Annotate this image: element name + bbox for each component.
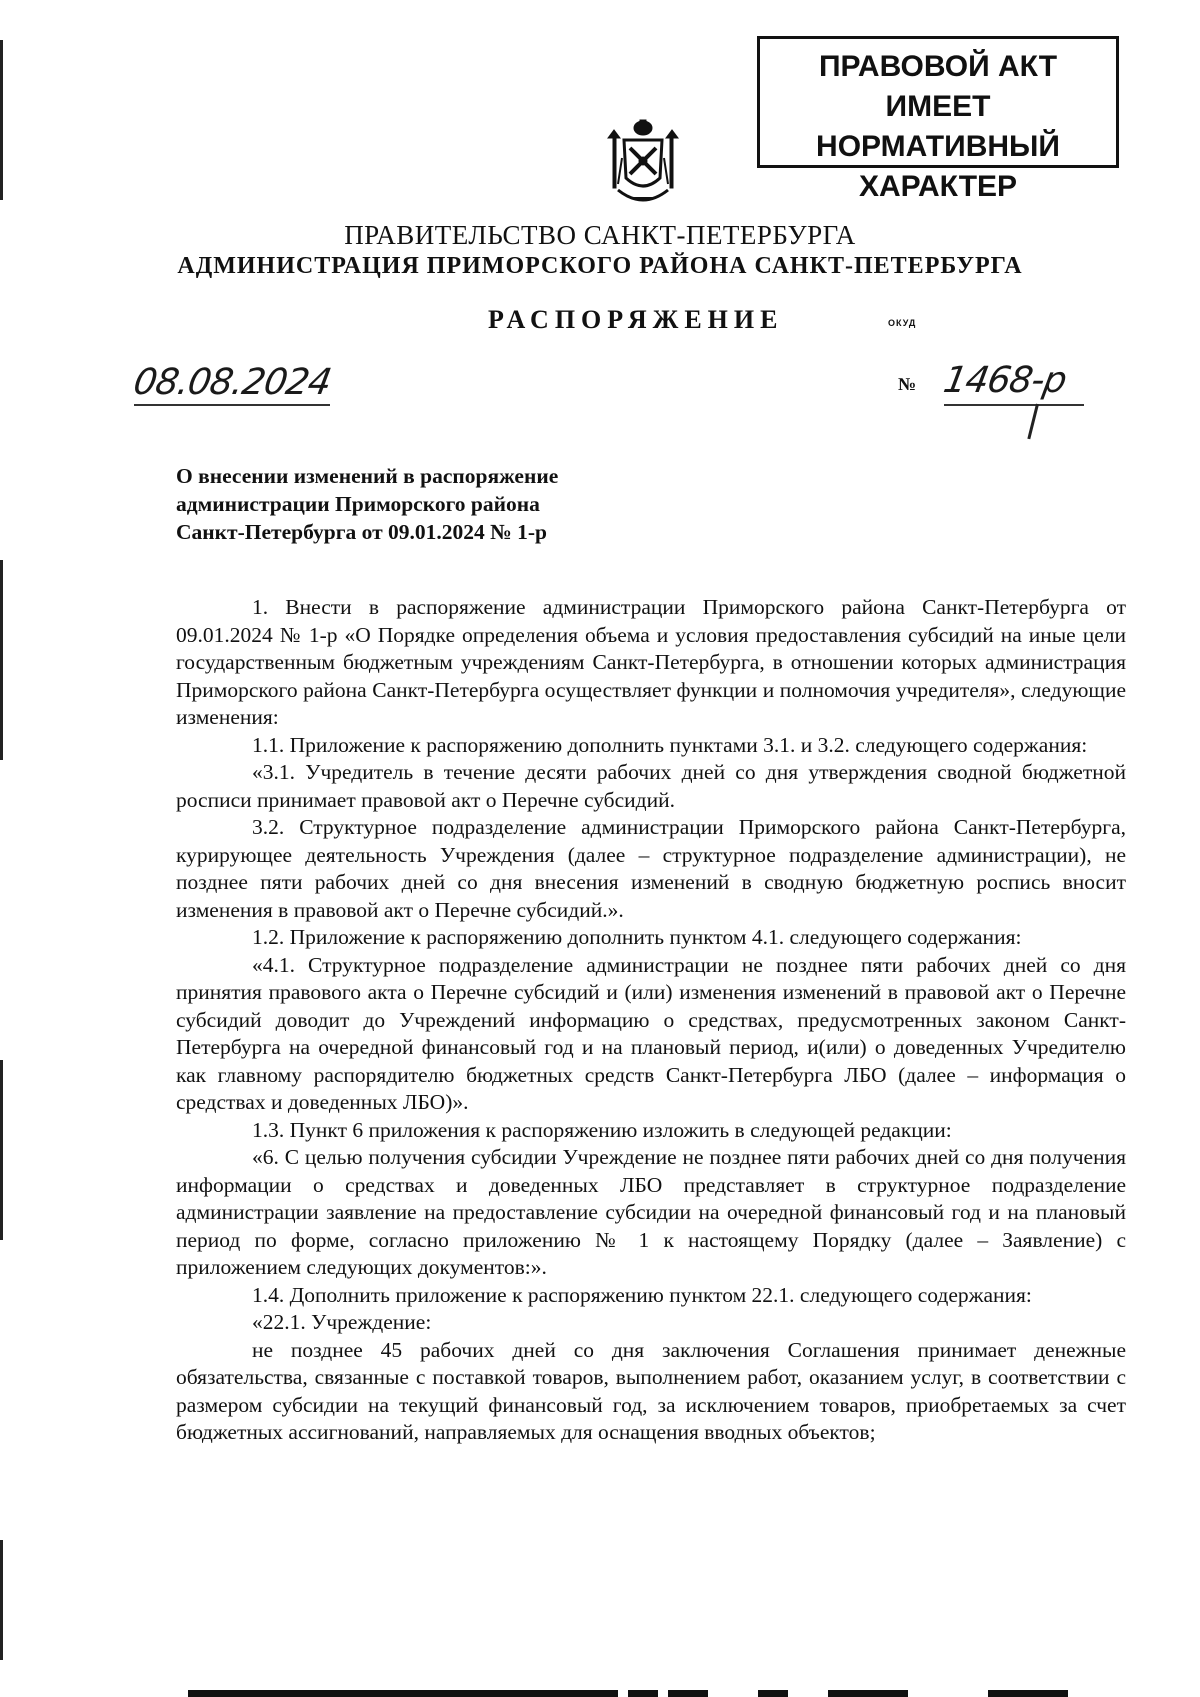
subject-line-1: О внесении изменений в распоряжение <box>176 464 559 488</box>
paragraph-3-2-quote: 3.2. Структурное подразделение администрации Приморского района Санкт-Петербурга, курирующее деятельность Учреждения (далее – структурное подразделение администрации), не позднее пяти рабочих дней со дня внесения изменений в сводную бюджетную роспись вносит изменения в правовой акт о Перечне субсидий.». <box>176 815 1126 922</box>
paragraph-1-1: 1.1. Приложение к распоряжению дополнить пунктами 3.1. и 3.2. следующего содержания: <box>252 732 1088 757</box>
document-body <box>176 594 1126 1447</box>
scan-edge-mark <box>0 40 3 200</box>
paragraph-22-1-item: не позднее 45 рабочих дней со дня заключения Соглашения принимает денежные обязательства, связанные с поставкой товаров, выполнением работ, оказанием услуг, в соответствии с размером субсидии на текущий финансовый год, за исключением товаров, приобретаемых за счет бюджетных ассигнований, направляемых для оснащения вводных объектов; <box>176 1337 1126 1444</box>
government-title: ПРАВИТЕЛЬСТВО САНКТ-ПЕТЕРБУРГА <box>344 220 856 250</box>
scan-bottom-edge <box>188 1690 1068 1697</box>
paragraph-3-1-quote: «3.1. Учредитель в течение десяти рабочих дней со дня утверждения сводной бюджетной росписи принимает правовой акт о Перечне субсидий. <box>176 760 1126 812</box>
number-label: № <box>898 374 917 394</box>
paragraph-1-3: 1.3. Пункт 6 приложения к распоряжению изложить в следующей редакции: <box>252 1117 952 1142</box>
document-date: 08.08.2024 <box>130 362 334 403</box>
stamp-line-3: ХАРАКТЕР <box>858 170 1018 203</box>
coat-of-arms-emblem-icon <box>600 118 686 214</box>
handwriting-stroke <box>1027 404 1039 440</box>
paragraph-1-4: 1.4. Дополнить приложение к распоряжению пунктом 22.1. следующего содержания: <box>252 1282 1032 1307</box>
document-number: 1468-р <box>940 360 1070 401</box>
subject-line-3: Санкт-Петербурга от 09.01.2024 № 1-р <box>176 520 548 544</box>
normative-act-stamp <box>757 36 1119 203</box>
scan-edge-mark <box>0 1060 3 1240</box>
date-underline <box>134 404 330 406</box>
document-type-title: РАСПОРЯЖЕНИЕ <box>488 305 784 334</box>
okud-label: ОКУД <box>888 318 917 328</box>
paragraph-1: 1. Внести в распоряжение администрации Приморского района Санкт-Петербурга от 09.01.2024 № 1-р «О Порядке определения объема и условия предоставления субсидий на иные цели государственным бюджетным учреждениям Санкт-Петербурга, в отношении которых администрация Приморского района Санкт-Петербурга осуществляет функции и полномочия учредителя», следующие изменения: <box>176 595 1126 729</box>
number-underline <box>944 404 1084 406</box>
scan-edge-mark <box>0 1540 3 1660</box>
scan-edge-mark <box>0 560 3 760</box>
stamp-line-2: ИМЕЕТ НОРМАТИВНЫЙ <box>816 90 1060 163</box>
stamp-line-1: ПРАВОВОЙ АКТ <box>818 50 1058 83</box>
paragraph-22-1-quote: «22.1. Учреждение: <box>252 1310 432 1334</box>
paragraph-1-2: 1.2. Приложение к распоряжению дополнить пунктом 4.1. следующего содержания: <box>252 925 1022 949</box>
paragraph-6-quote: «6. С целью получения субсидии Учреждение не позднее пяти рабочих дней со дня получения информации о средствах и доведенных ЛБО представляет в структурное подразделение администрации заявление на предоставление субсидии на очередной финансовый год и на плановый период по форме, согласно приложению № 1 к настоящему Порядку (далее – Заявление) с приложением следующих документов:». <box>176 1145 1126 1279</box>
subject-line-2: администрации Приморского района <box>176 492 540 516</box>
administration-title: АДМИНИСТРАЦИЯ ПРИМОРСКОГО РАЙОНА САНКТ-ПЕТЕРБУРГА <box>177 253 1023 279</box>
paragraph-4-1-quote: «4.1. Структурное подразделение администрации не позднее пяти рабочих дней со дня принятия правового акта о Перечне субсидий и (или) изменения изменений в правовой акт о Перечне субсидий доводит до Учреждений информацию о средствах, предусмотренных законом Санкт-Петербурга на очередной финансовый год и на плановый период, и(или) о доведенных Учредителю как главному распорядителю бюджетных средств Санкт-Петербурга ЛБО (далее – информация о средствах и доведенных ЛБО)». <box>176 952 1126 1114</box>
document-subject <box>176 462 636 546</box>
